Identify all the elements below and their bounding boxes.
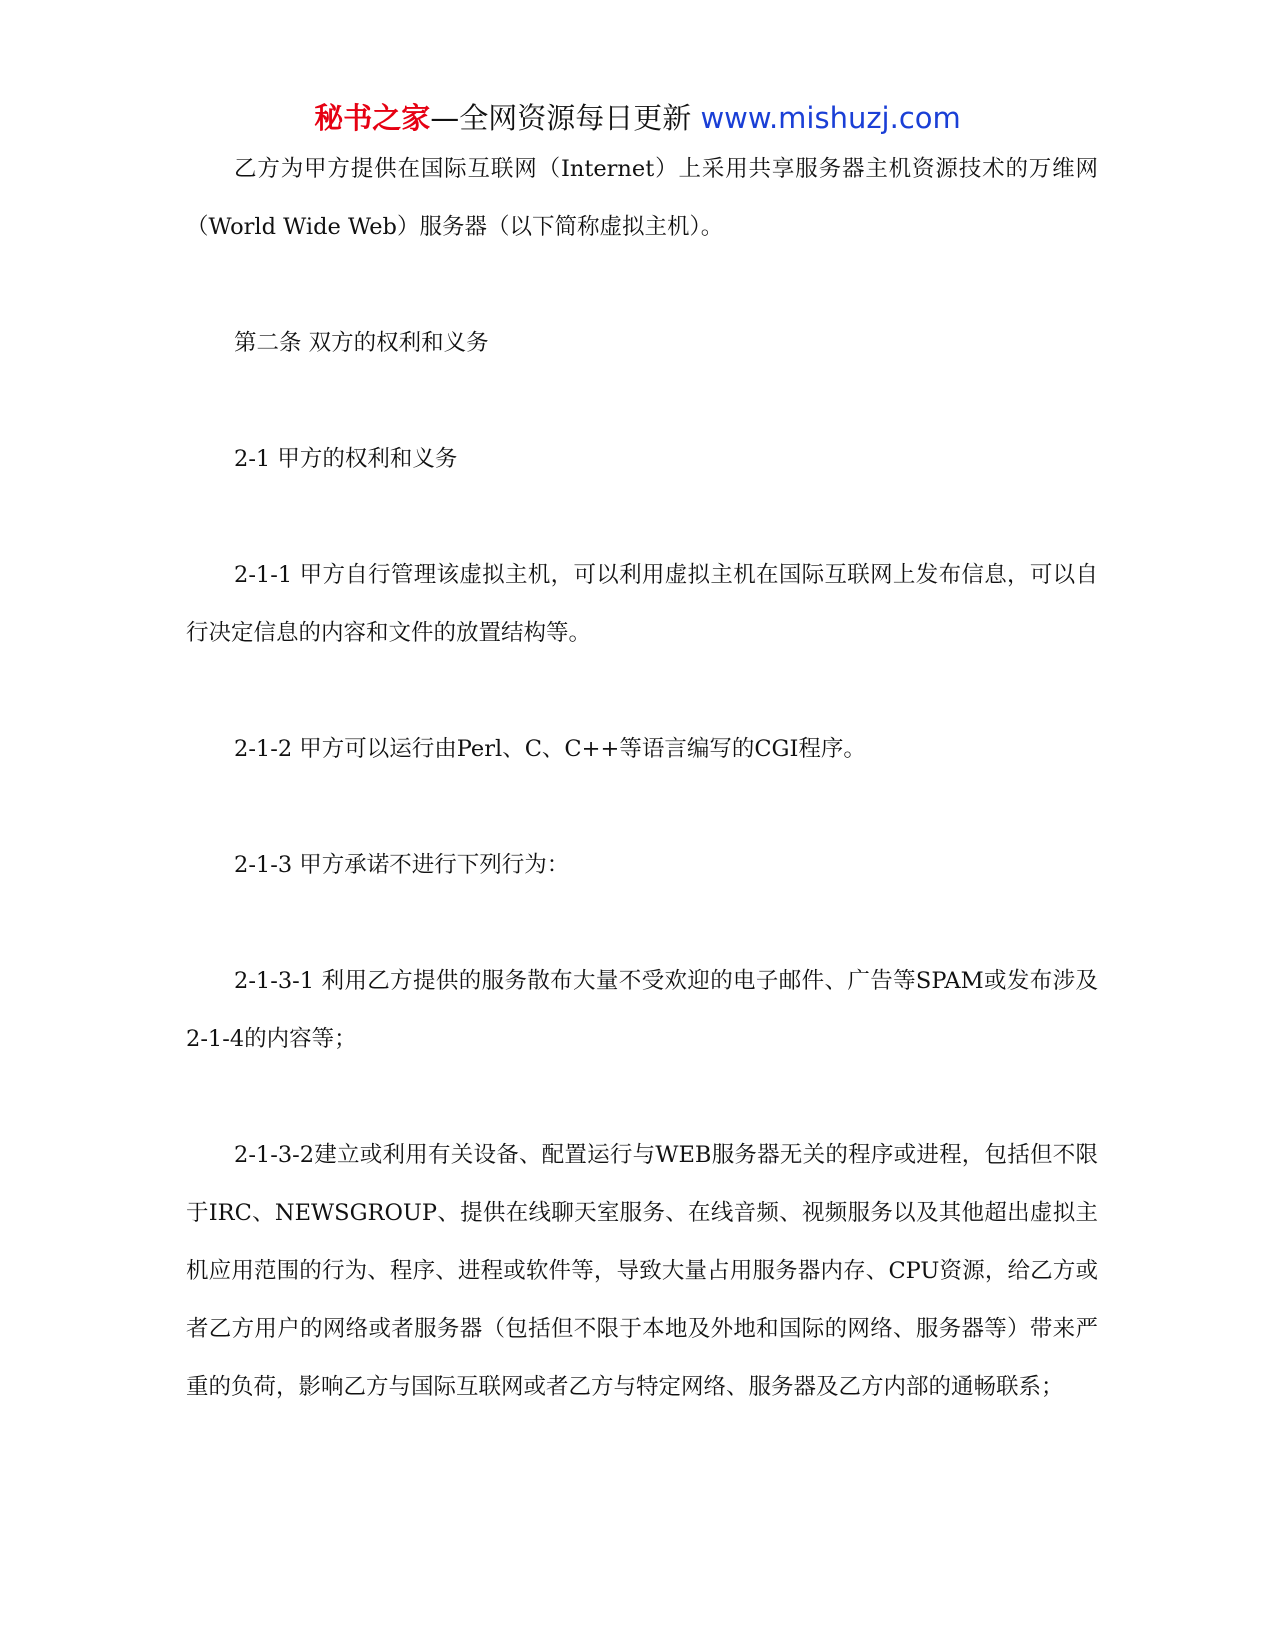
clause-2-1-3: 2-1-3 甲方承诺不进行下列行为： bbox=[234, 852, 570, 878]
site-header-banner bbox=[0, 98, 1275, 138]
site-brand-name: 秘书之家 bbox=[314, 101, 431, 135]
section-heading-article-2: 第二条 双方的权利和义务 bbox=[234, 330, 489, 356]
document-body bbox=[186, 140, 1098, 1416]
site-url-link[interactable]: www.mishuzj.com bbox=[700, 101, 961, 135]
clause-2-1-3-1: 2-1-3-1 利用乙方提供的服务散布大量不受欢迎的电子邮件、广告等SPAM或发布涉及2-1-4的内容等； bbox=[186, 968, 1098, 1052]
paragraph-service-scope: 乙方为甲方提供在国际互联网（Internet）上采用共享服务器主机资源技术的万维网（World Wide Web）服务器（以下简称虚拟主机）。 bbox=[186, 156, 1098, 240]
subsection-heading-2-1: 2-1 甲方的权利和义务 bbox=[234, 446, 458, 472]
site-slogan: —全网资源每日更新 bbox=[430, 101, 692, 135]
clause-2-1-2: 2-1-2 甲方可以运行由Perl、C、C++等语言编写的CGI程序。 bbox=[234, 736, 866, 762]
clause-2-1-3-2: 2-1-3-2建立或利用有关设备、配置运行与WEB服务器无关的程序或进程，包括但不限于IRC、NEWSGROUP、提供在线聊天室服务、在线音频、视频服务以及其他超出虚拟主机应用范围的行为、程序、进程或软件等，导致大量占用服务器内存、CPU资源，给乙方或者乙方用户的网络或者服务器（包括但不限于本地及外地和国际的网络、服务器等）带来严重的负荷，影响乙方与国际互联网或者乙方与特定网络、服务器及乙方内部的通畅联系； bbox=[186, 1142, 1098, 1400]
clause-2-1-1: 2-1-1 甲方自行管理该虚拟主机，可以利用虚拟主机在国际互联网上发布信息，可以自行决定信息的内容和文件的放置结构等。 bbox=[186, 562, 1098, 646]
